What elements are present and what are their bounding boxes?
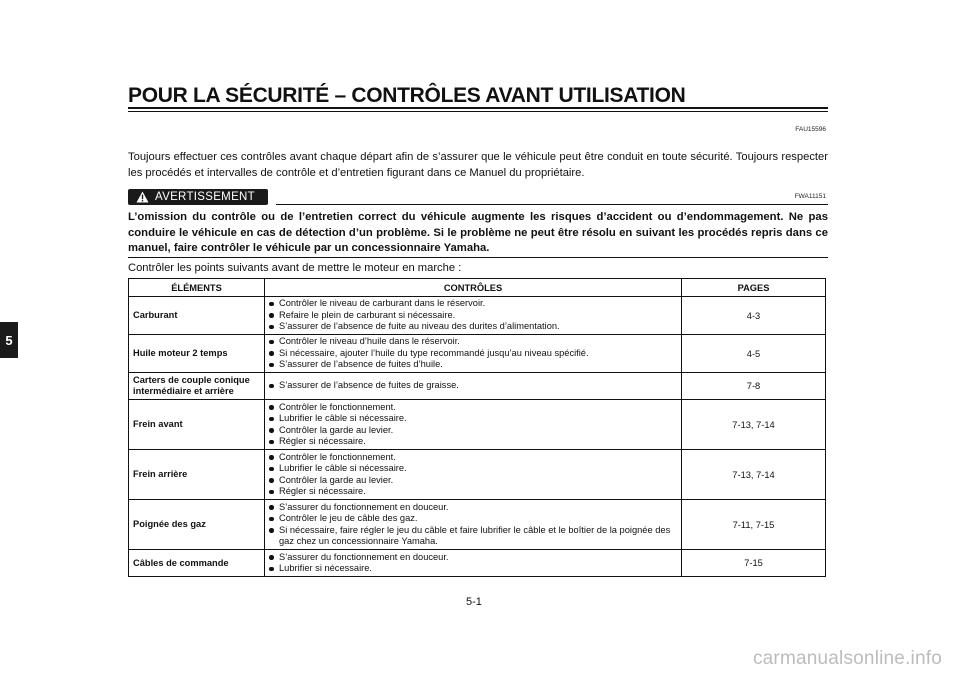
intro-paragraph: Toujours effectuer ces contrôles avant chaque départ afin de s’assurer que le véhicule peut être conduit en toute sécurité. Toujours respecter les procédés et intervalles de contrôle et d’entretien figurant dans ce Manuel du propriétaire. xyxy=(128,151,828,179)
table-row xyxy=(129,297,826,335)
header-elements: ÉLÉMENTS xyxy=(129,279,265,297)
table-row xyxy=(129,373,826,400)
row-controls xyxy=(265,335,682,373)
row-controls xyxy=(265,373,682,400)
control-item: Contrôler le jeu de câble des gaz. xyxy=(269,513,677,525)
row-controls xyxy=(265,297,682,335)
row-element: Huile moteur 2 temps xyxy=(129,335,265,373)
row-element: Frein avant xyxy=(129,400,265,450)
control-item: Lubrifier si nécessaire. xyxy=(269,563,677,575)
row-pages: 4-5 xyxy=(682,335,826,373)
warning-bottom-rule xyxy=(128,257,828,258)
header-controls: CONTRÔLES xyxy=(265,279,682,297)
control-item: Contrôler le fonctionnement. xyxy=(269,402,677,414)
warning-code: FWA11151 xyxy=(794,193,826,200)
control-item: S’assurer du fonctionnement en douceur. xyxy=(269,552,677,564)
control-item: Contrôler le niveau d’huile dans le réservoir. xyxy=(269,336,677,348)
row-controls xyxy=(265,450,682,500)
checklist-lead: Contrôler les points suivants avant de mettre le moteur en marche : xyxy=(128,262,462,274)
title-rule-thin xyxy=(128,111,828,112)
row-pages: 4-3 xyxy=(682,297,826,335)
control-item: Régler si nécessaire. xyxy=(269,486,677,498)
row-element: Câbles de commande xyxy=(129,550,265,577)
row-pages: 7-11, 7-15 xyxy=(682,500,826,550)
row-pages: 7-15 xyxy=(682,550,826,577)
page-title: POUR LA SÉCURITÉ – CONTRÔLES AVANT UTILISATION xyxy=(128,84,686,107)
warning-label: AVERTISSEMENT xyxy=(155,191,255,203)
reference-code: FAU15596 xyxy=(795,126,826,133)
control-item: S’assurer de l’absence de fuites d’huile. xyxy=(269,359,677,371)
control-item: Si nécessaire, faire régler le jeu du câble et faire lubrifier le câble et le boîtier de la poignée des gaz chez un concessionnaire Yamaha. xyxy=(269,525,677,548)
row-controls xyxy=(265,400,682,450)
warning-badge xyxy=(128,189,268,205)
watermark: carmanualsonline.info xyxy=(752,648,942,669)
title-rule xyxy=(128,107,828,109)
control-item: Si nécessaire, ajouter l’huile du type recommandé jusqu’au niveau spécifié. xyxy=(269,348,677,360)
warning-triangle-icon xyxy=(136,191,149,203)
control-item: Lubrifier le câble si nécessaire. xyxy=(269,463,677,475)
row-controls xyxy=(265,500,682,550)
table-row xyxy=(129,550,826,577)
row-element: Frein arrière xyxy=(129,450,265,500)
control-item: Refaire le plein de carburant si nécessaire. xyxy=(269,310,677,322)
warning-text: L’omission du contrôle ou de l’entretien correct du véhicule augmente les risques d’accident ou d’endommagement. Ne pas conduire le véhicule en cas de détection d’un problème. Si le problème ne peut être résolu en suivant les procédés repris dans ce manuel, faire contrôler le véhicule par un concessionnaire Yamaha. xyxy=(128,211,828,254)
checks-table xyxy=(128,278,826,577)
warning-rule xyxy=(276,204,828,205)
page-number: 5-1 xyxy=(466,596,482,608)
row-pages: 7-8 xyxy=(682,373,826,400)
row-element: Carters de couple conique intermédiaire et arrière xyxy=(129,373,265,400)
control-item: Régler si nécessaire. xyxy=(269,436,677,448)
control-item: Contrôler la garde au levier. xyxy=(269,425,677,437)
table-row xyxy=(129,335,826,373)
row-pages: 7-13, 7-14 xyxy=(682,450,826,500)
control-item: S’assurer du fonctionnement en douceur. xyxy=(269,502,677,514)
row-element: Carburant xyxy=(129,297,265,335)
control-item: Contrôler la garde au levier. xyxy=(269,475,677,487)
row-controls xyxy=(265,550,682,577)
control-item: Contrôler le fonctionnement. xyxy=(269,452,677,464)
chapter-tab: 5 xyxy=(0,322,18,358)
header-pages: PAGES xyxy=(682,279,826,297)
control-item: Contrôler le niveau de carburant dans le réservoir. xyxy=(269,298,677,310)
row-element: Poignée des gaz xyxy=(129,500,265,550)
table-row xyxy=(129,400,826,450)
row-pages: 7-13, 7-14 xyxy=(682,400,826,450)
table-row xyxy=(129,450,826,500)
control-item: Lubrifier le câble si nécessaire. xyxy=(269,413,677,425)
control-item: S’assurer de l’absence de fuite au niveau des durites d’alimentation. xyxy=(269,321,677,333)
table-header-row xyxy=(129,279,826,297)
control-item: S’assurer de l’absence de fuites de graisse. xyxy=(269,380,677,392)
table-row xyxy=(129,500,826,550)
